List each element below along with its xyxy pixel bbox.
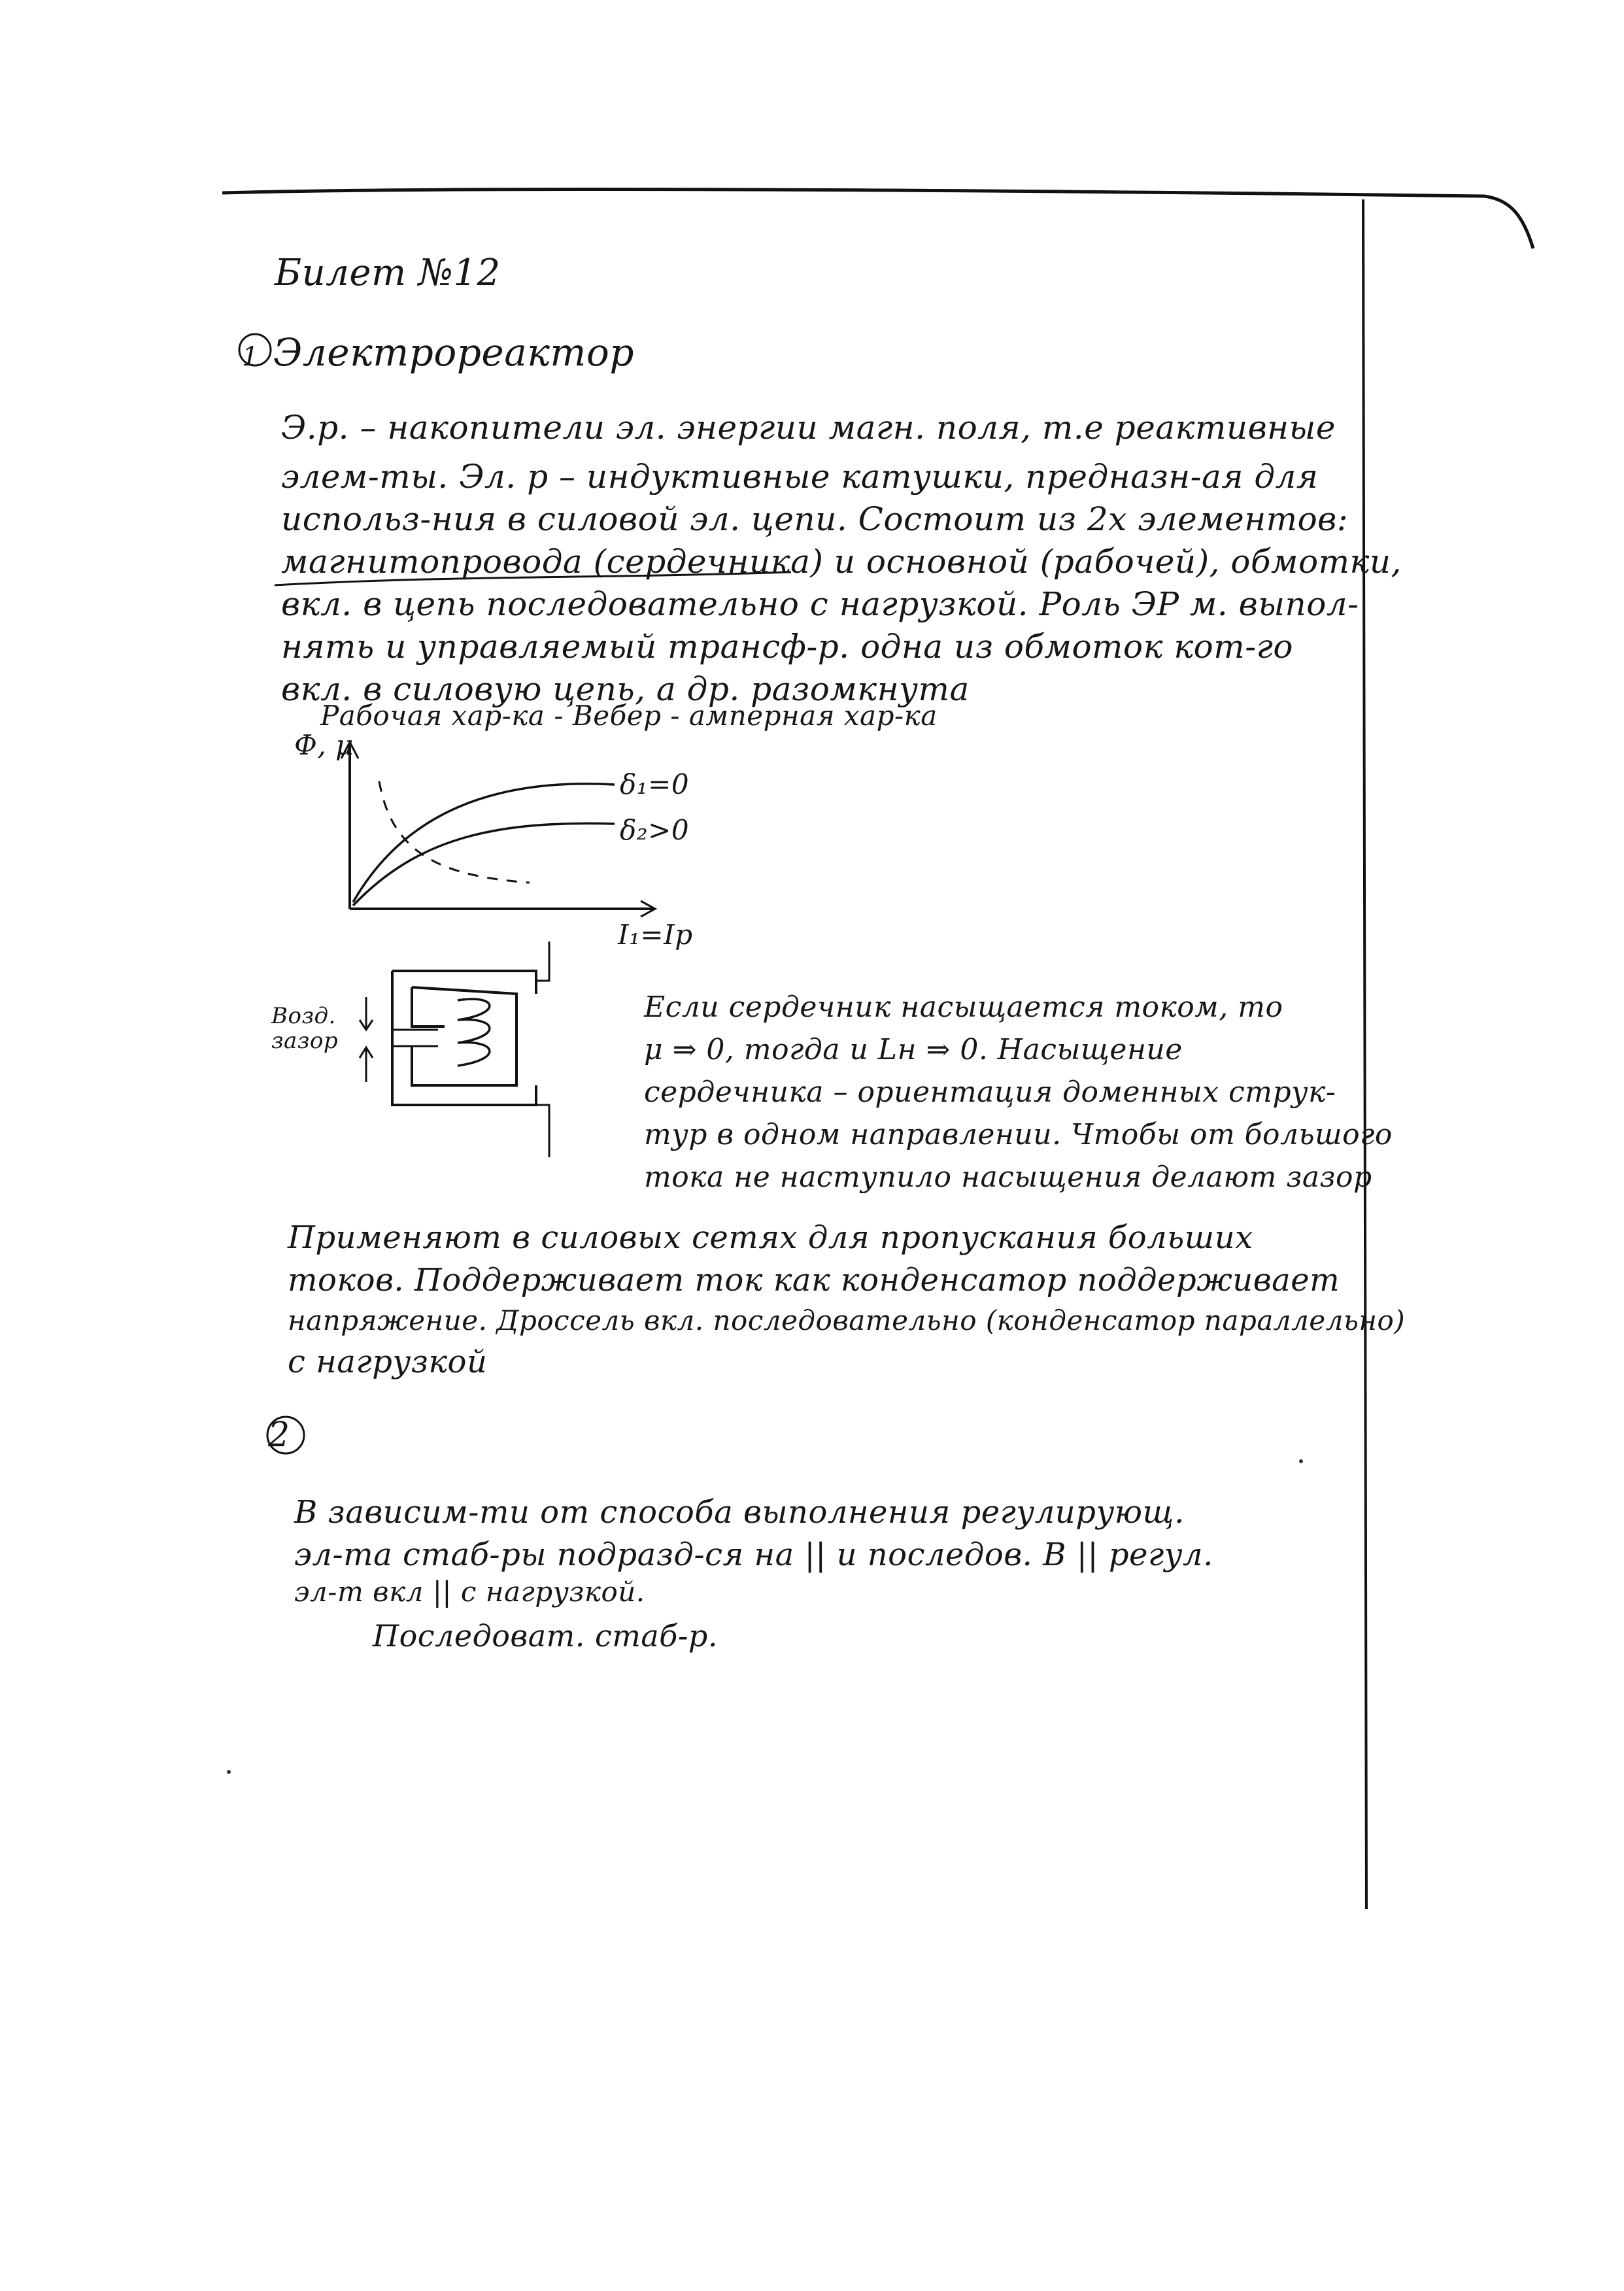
graph-x-label: I₁=Iр	[618, 919, 693, 951]
curve2-label: δ₂>0	[620, 814, 690, 846]
section2-line: В зависим-ти от способа выполнения регулирующ.	[294, 1494, 1185, 1531]
section1-title: Электрореактор	[273, 330, 634, 375]
curve-delta1	[353, 784, 615, 902]
application-line: Применяют в силовых сетях для пропускания больших	[288, 1219, 1253, 1256]
curve-mu	[379, 781, 530, 883]
core-diagram	[360, 942, 549, 1157]
section1-heading	[242, 330, 634, 375]
graph-caption: Рабочая хар-ка - Вебер - амперная хар-ка	[320, 700, 938, 732]
curve1-label: δ₁=0	[620, 768, 690, 800]
paragraph-line: элем-ты. Эл. р – индуктивные катушки, предназн-ая для	[281, 458, 1319, 496]
weber-ampere-graph	[341, 742, 655, 917]
paragraph-line: Э.р. – накопители эл. энергии магн. поля, т.е реактивные	[281, 409, 1336, 447]
paragraph-line: магнитопровода (сердечника) и основной (рабочей), обмотки,	[281, 543, 1402, 581]
paragraph-line: вкл. в силовую цепь, а др. разомкнута	[281, 670, 970, 708]
core-gap-ends	[392, 1030, 438, 1046]
application-line: напряжение. Дроссель вкл. последовательно (конденсатор параллельно)	[288, 1304, 1406, 1336]
ticket-title: Билет №12	[275, 252, 501, 294]
header-rule	[222, 190, 1533, 248]
core-inner	[412, 987, 516, 1085]
graph-y-label: Ф, μ	[294, 729, 354, 761]
paragraph-line: вкл. в цепь последовательно с нагрузкой. Роль ЭР м. выпол-	[281, 585, 1359, 623]
section1-number: 1	[242, 342, 259, 372]
curve-delta2	[353, 823, 615, 906]
paragraph-line: использ-ния в силовой эл. цепи. Состоит из 2х элементов:	[281, 500, 1349, 538]
gap-arrows	[360, 997, 373, 1082]
section2-number: 2	[268, 1416, 290, 1455]
saturation-line: Если сердечник насыщается током, то	[644, 991, 1283, 1024]
margin-line	[1363, 199, 1366, 1909]
application-line: с нагрузкой	[288, 1344, 488, 1380]
section2-line: эл-т вкл || с нагрузкой.	[294, 1576, 645, 1608]
scan-mark	[227, 1770, 231, 1774]
section2-line: Последоват. стаб-р.	[373, 1618, 718, 1654]
winding-leads	[536, 942, 549, 1157]
winding-coil	[458, 999, 490, 1066]
paragraph-line: нять и управляемый трансф-р. одна из обмоток кот-го	[281, 628, 1293, 666]
air-gap-label: Возд. зазор	[271, 1003, 339, 1054]
saturation-line: μ ⇒ 0, тогда и Lн ⇒ 0. Насыщение	[644, 1033, 1183, 1066]
saturation-line: сердечника – ориентация доменных струк-	[644, 1076, 1336, 1109]
saturation-line: тур в одном направлении. Чтобы от большого	[644, 1118, 1393, 1151]
application-line: токов. Поддерживает ток как конденсатор поддерживает	[288, 1262, 1340, 1298]
section2-line: эл-та стаб-ры подразд-ся на || и последов. В || регул.	[294, 1536, 1213, 1573]
saturation-line: тока не наступило насыщения делают зазор	[644, 1161, 1372, 1194]
scan-mark	[1299, 1459, 1303, 1463]
